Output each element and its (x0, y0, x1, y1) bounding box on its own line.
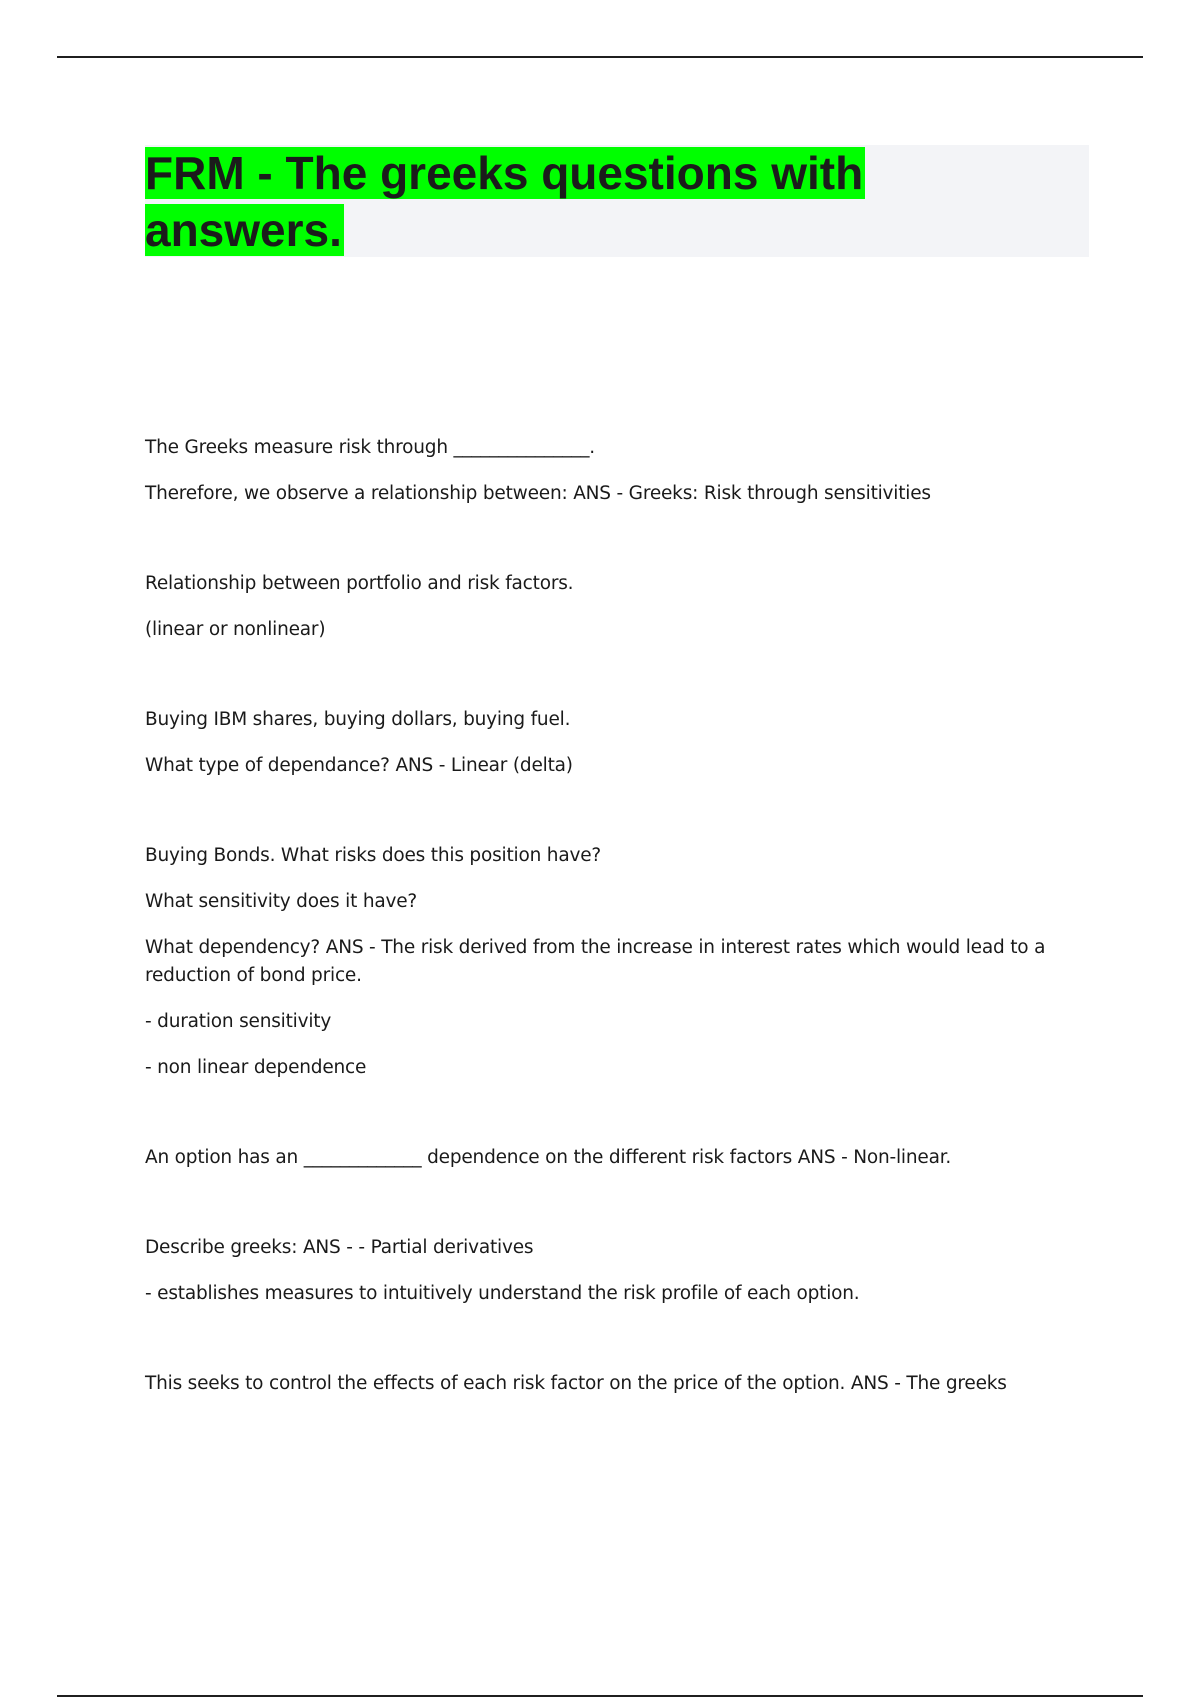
qa-line: An option has an _____________ dependence on the different risk factors ANS - Non-linear. (145, 1147, 952, 1168)
header-rule (57, 56, 1143, 58)
qa-line: What sensitivity does it have? (145, 891, 418, 912)
qa-item (145, 706, 1065, 780)
qa-line: - duration sensitivity (145, 1011, 332, 1032)
document-title-text: FRM - The greeks questions with answers. (145, 147, 864, 256)
document-title (145, 145, 925, 259)
qa-item (145, 434, 1065, 508)
qa-line: (linear or nonlinear) (145, 619, 326, 640)
qa-line: What type of dependance? ANS - Linear (delta) (145, 755, 573, 776)
qa-item (145, 570, 1065, 644)
qa-item (145, 1234, 1065, 1308)
qa-item (145, 842, 1065, 1082)
footer-rule (57, 1695, 1143, 1697)
qa-item (145, 1370, 1065, 1398)
qa-line: Buying IBM shares, buying dollars, buying fuel. (145, 709, 571, 730)
qa-list (145, 434, 1065, 1460)
qa-line: What dependency? ANS - The risk derived from the increase in interest rates which would lead to a reduction of bond price. (145, 937, 1046, 986)
qa-line: - establishes measures to intuitively understand the risk profile of each option. (145, 1283, 860, 1304)
qa-line: This seeks to control the effects of each risk factor on the price of the option. ANS - The greeks (145, 1373, 1007, 1394)
qa-line: The Greeks measure risk through _______________. (145, 437, 595, 458)
qa-line: - non linear dependence (145, 1057, 367, 1078)
qa-line: Buying Bonds. What risks does this position have? (145, 845, 602, 866)
title-block (145, 145, 1089, 257)
qa-line: Describe greeks: ANS - - Partial derivatives (145, 1237, 534, 1258)
qa-line: Therefore, we observe a relationship between: ANS - Greeks: Risk through sensitivities (145, 483, 931, 504)
qa-item (145, 1144, 1065, 1172)
qa-line: Relationship between portfolio and risk factors. (145, 573, 574, 594)
